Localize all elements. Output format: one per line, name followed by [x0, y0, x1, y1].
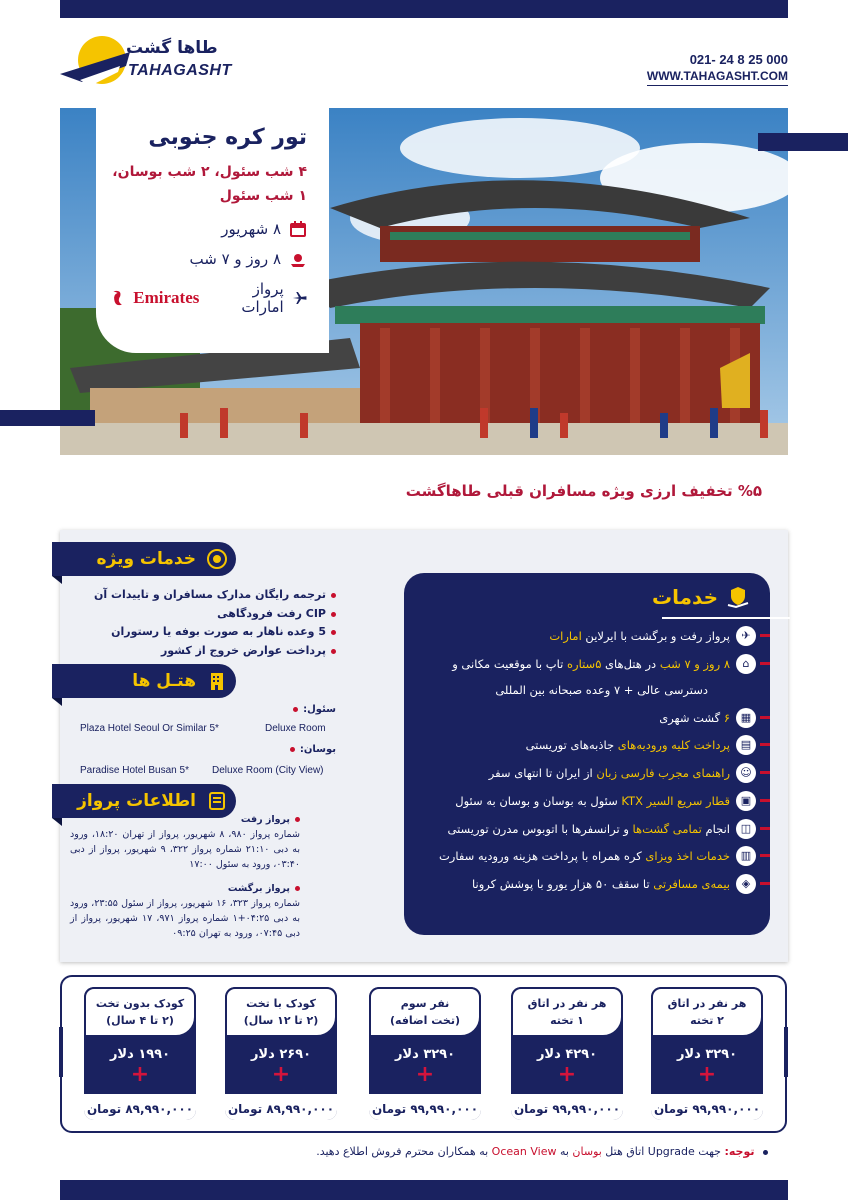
price-box-tick-left [59, 1027, 63, 1077]
guide-icon: ☺ [736, 763, 756, 783]
price-category-detail: (تخت اضافه) [390, 1014, 460, 1027]
service-highlight: بیمه‌ی مسافرتی [653, 877, 730, 891]
price-category: هر نفر در اتاق [667, 997, 747, 1010]
hotels-tag [52, 664, 236, 698]
price-box-tick-right [784, 1027, 788, 1077]
phone-number[interactable]: 021- 24 8 25 000 [689, 52, 788, 67]
plane-icon [292, 289, 307, 307]
service-item [549, 623, 756, 649]
service-highlight: خدمات اخذ ویزای [645, 849, 730, 863]
upgrade-note [316, 1145, 768, 1158]
special-services-list [94, 586, 336, 660]
website-link[interactable]: WWW.TAHAGASHT.COM [647, 69, 788, 86]
top-bar [60, 0, 788, 18]
tour-nights-line2: ۱ شب سئول [219, 188, 307, 204]
service-item [447, 816, 756, 842]
service-highlight: ۸ روز و ۷ شب [659, 657, 730, 671]
emirates-emblem-icon [110, 286, 125, 310]
service-item-continuation [495, 677, 708, 703]
tag-fold [52, 576, 62, 584]
special-services-tag [52, 542, 236, 576]
tag-fold [52, 818, 62, 826]
plus-icon: + [697, 1062, 717, 1087]
services-box [404, 573, 770, 935]
tour-date-row [110, 220, 307, 238]
service-text: انجام [701, 822, 730, 836]
price-toman: ۹۹,۹۹۰,۰۰۰ تومان [369, 1094, 481, 1120]
price-category-detail: ۱ تخته [550, 1014, 584, 1027]
busan-room-type: Deluxe Room (City View) [212, 765, 324, 776]
city-icon: ▦ [736, 708, 756, 728]
city-busan-label: بوسان: [290, 744, 336, 755]
service-item [439, 843, 756, 869]
note-highlight: بوسان [572, 1145, 602, 1158]
tour-nights [110, 160, 307, 208]
service-text: تاپ با موقعیت مکانی و [452, 657, 567, 671]
city-seoul-label: سئول: [293, 704, 336, 715]
shield-icon: ◈ [736, 874, 756, 894]
plus-icon: + [557, 1062, 577, 1087]
service-item [489, 760, 756, 786]
tag-fold [52, 698, 62, 706]
discount-banner: %۵ تخفیف ارزی ویژه مسافران قبلی طاهاگشت [405, 482, 762, 500]
service-text: از ایران تا انتهای سفر [488, 766, 597, 780]
service-highlight: راهنمای مجرب فارسی زبان [596, 766, 730, 780]
price-usd: ۳۲۹۰ دلار [676, 1047, 738, 1062]
hotels-title: هتـل ها [132, 671, 196, 691]
tour-info-card [96, 108, 329, 353]
sun-moon-icon [289, 250, 307, 268]
service-item [526, 732, 756, 758]
flight-return [70, 881, 300, 941]
hotel-icon: ⌂ [736, 654, 756, 674]
list-item: پرداخت عوارض خروج از کشور [94, 642, 336, 661]
service-text: پرواز رفت و برگشت با ایرلاین [581, 629, 730, 643]
service-highlight: پرداخت کلیه ورودیه‌های [617, 738, 730, 752]
badge-icon [206, 548, 228, 570]
tour-flight-row [110, 280, 307, 316]
list-item: ترجمه رایگان مدارک مسافران و تاییدات آن [94, 586, 336, 605]
price-category: کودک بدون تخت [95, 997, 185, 1010]
plus-icon: + [130, 1062, 150, 1087]
visa-icon: ▥ [736, 846, 756, 866]
price-category: هر نفر در اتاق [527, 997, 607, 1010]
tour-duration: ۸ روز و ۷ شب [189, 250, 281, 268]
accent-bar-left [0, 410, 95, 426]
price-category-detail: ۲ تخته [690, 1014, 724, 1027]
service-highlight: امارات [549, 629, 582, 643]
return-details: شماره پرواز ۳۲۳، ۱۶ شهریور، پرواز از سئول ۲۳:۵۵، ورود به دبی ۰۴:۲۵+۱ شماره پرواز ۹۷۱، ۱۷ شهریور، پرواز از دبی ۰۷:۴۵، ورود به تهران ۰۹:۲۵ [70, 898, 301, 939]
bottom-bar [60, 1180, 788, 1200]
hand-shield-icon [726, 585, 750, 609]
price-card-child-bed [225, 987, 337, 1120]
tour-nights-line1: ۴ شب سئول، ۲ شب بوسان، [112, 164, 307, 180]
price-category: کودک با تخت [246, 997, 316, 1010]
busan-hotel-name: Paradise Hotel Busan 5* [80, 765, 189, 776]
price-usd: ۴۲۹۰ دلار [536, 1047, 598, 1062]
service-item [452, 651, 756, 677]
service-text: و ترانسفرها با اتوبوس مدرن توریستی [447, 822, 633, 836]
flight-outbound [70, 812, 300, 872]
flight-info-title: اطلاعات پرواز [77, 791, 196, 811]
price-usd: ۲۶۹۰ دلار [250, 1047, 312, 1062]
service-text: در هتل‌های [601, 657, 660, 671]
price-card-double [651, 987, 763, 1120]
price-card-child-no-bed [84, 987, 196, 1120]
service-text: جاذبه‌های توریستی [525, 738, 618, 752]
services-underline [662, 617, 790, 619]
tour-duration-row [110, 250, 307, 268]
price-card-header [369, 987, 481, 1037]
ticket-icon: ▤ [736, 735, 756, 755]
service-text: کره همراه با پرداخت هزینه ورودیه سفارت [438, 849, 646, 863]
note-highlight: Ocean View [491, 1145, 557, 1158]
plane-icon: ✈ [736, 626, 756, 646]
seoul-hotel-name: Plaza Hotel Seoul Or Similar 5* [80, 723, 219, 734]
price-card-header [84, 987, 196, 1037]
special-services-title: خدمات ویژه [96, 549, 196, 569]
ticket-icon [206, 790, 228, 812]
service-highlight: قطار سریع السیر KTX [621, 794, 730, 808]
service-highlight: تمامی گشت‌ها [632, 822, 702, 836]
note-text: به همکاران محترم فروش اطلاع دهید. [316, 1145, 492, 1158]
bus-icon: ◫ [736, 819, 756, 839]
service-text: تا سقف ۵۰ هزار یورو با پوشش کرونا [472, 877, 654, 891]
emirates-logo: Emirates [133, 288, 200, 307]
logo-text-en: TAHAGASHT [128, 62, 232, 79]
service-item [455, 788, 756, 814]
services-title: خدمات [652, 585, 718, 609]
list-item: CIP رفت فرودگاهی [94, 605, 336, 624]
service-highlight: ۵ستاره [566, 657, 602, 671]
price-category: نفر سوم [400, 997, 450, 1010]
outbound-title: پرواز رفت [70, 812, 300, 827]
calendar-icon [289, 220, 307, 238]
price-toman: ۹۹,۹۹۰,۰۰۰ تومان [651, 1094, 763, 1120]
plus-icon: + [415, 1062, 435, 1087]
price-usd: ۳۲۹۰ دلار [394, 1047, 456, 1062]
service-highlight: ۶ [723, 711, 730, 725]
note-text: جهت Upgrade اتاق هتل [601, 1145, 725, 1158]
price-toman: ۹۹,۹۹۰,۰۰۰ تومان [511, 1094, 623, 1120]
services-header [652, 585, 750, 609]
tour-flight: پرواز امارات [241, 280, 284, 316]
price-card-header [225, 987, 337, 1037]
note-title: توجه: [724, 1145, 755, 1158]
service-text: گشت شهری [659, 711, 724, 725]
service-text: دسترسی عالی + ۷ وعده صبحانه بین المللی [495, 683, 708, 697]
tour-date: ۸ شهریور [221, 220, 281, 238]
tour-title: تور کره جنوبی [148, 125, 307, 150]
price-category-detail: (۲ تا ۴ سال) [106, 1014, 174, 1027]
price-toman: ۸۹,۹۹۰,۰۰۰ تومان [84, 1094, 196, 1120]
list-item: 5 وعده ناهار به صورت بوفه یا رستوران [94, 623, 336, 642]
outbound-details: شماره پرواز ۹۸۰، ۸ شهریور، پرواز از تهران ۱۸:۲۰، ورود به دبی ۲۱:۱۰ شماره پرواز ۳۲۲، ۹ شهریور، پرواز از دبی ۰۳:۴۰، ورود به سئول ۱۷:۰۰ [70, 829, 300, 870]
accent-bar-right [758, 133, 848, 151]
price-toman: ۸۹,۹۹۰,۰۰۰ تومان [225, 1094, 337, 1120]
price-card-header [651, 987, 763, 1037]
service-item [472, 871, 756, 897]
service-item [659, 705, 756, 731]
plus-icon: + [271, 1062, 291, 1087]
return-title: پرواز برگشت [70, 881, 300, 896]
price-card-third-person [369, 987, 481, 1120]
building-icon [206, 670, 228, 692]
train-icon: ▣ [736, 791, 756, 811]
price-card-single [511, 987, 623, 1120]
price-category-detail: (۲ تا ۱۲ سال) [243, 1014, 319, 1027]
price-usd: ۱۹۹۰ دلار [109, 1047, 171, 1062]
service-text: سئول به بوسان و بوسان به سئول [455, 794, 622, 808]
price-card-header [511, 987, 623, 1037]
logo-text-fa: طاها گشت [126, 38, 218, 58]
note-text: به [556, 1145, 573, 1158]
seoul-room-type: Deluxe Room [265, 723, 326, 734]
